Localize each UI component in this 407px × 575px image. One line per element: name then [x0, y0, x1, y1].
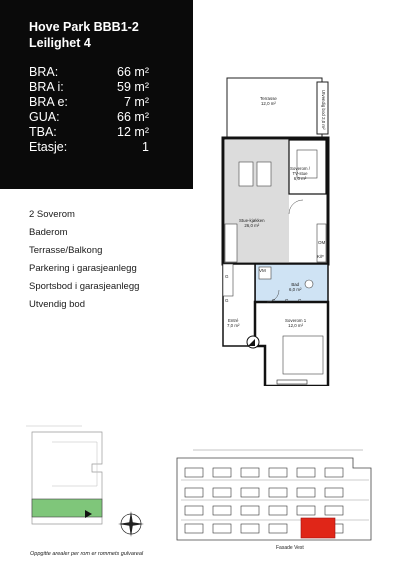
g-tag: G — [225, 274, 229, 279]
room-name: Soverom / — [290, 166, 311, 171]
facade-label: Fasade Vest — [276, 545, 304, 551]
g-tag: G — [272, 298, 276, 303]
site-highlight — [32, 499, 102, 517]
stat-label: Etasje: — [29, 140, 68, 154]
wardrobe — [223, 264, 233, 296]
floor-plan — [197, 74, 347, 386]
g-tag: G — [298, 298, 302, 303]
room-name: Entré — [227, 318, 239, 323]
room-area: 12,0 m² — [288, 323, 304, 328]
stat-label: BRA i: — [29, 80, 64, 94]
dining-table — [257, 162, 271, 186]
bedroom-bed — [283, 336, 323, 374]
kitchen-island — [239, 162, 253, 186]
vm-tag: VM — [259, 268, 266, 273]
area-footnote: Oppgitte arealer per rom er rommets gulvareal — [30, 551, 144, 557]
room-area: 26,0 m² — [244, 223, 260, 228]
terrace-outline — [227, 78, 322, 138]
terrace-label — [260, 96, 277, 106]
entrance-arrow-icon — [247, 336, 259, 348]
stat-bra-e — [29, 95, 149, 109]
room-area: 2,0 m² — [321, 117, 326, 130]
stat-value: 1 — [142, 140, 149, 154]
compass-rose-icon — [116, 509, 146, 539]
stat-tba — [29, 125, 149, 139]
entry-label — [227, 318, 239, 328]
g-tag: G — [285, 298, 289, 303]
project-title: Hove Park BBB1-2 — [29, 20, 139, 34]
room-area: 6,0 m² — [293, 176, 307, 181]
door-swing — [289, 200, 303, 214]
room-name: Stue-kjøkken — [239, 218, 265, 223]
room-area: 12,0 m² — [260, 101, 276, 106]
facade-drawing — [173, 440, 373, 545]
feature-item: Parkering i garasjeanlegg — [29, 263, 137, 274]
kf-tag: K/F — [317, 254, 325, 259]
feature-item: Terrasse/Balkong — [29, 245, 103, 256]
feature-item: Utvendig bod — [29, 299, 85, 310]
kitchen-counter — [225, 224, 237, 262]
feature-item: Sportsbod i garasjeanlegg — [29, 281, 140, 292]
stat-label: GUA: — [29, 110, 60, 124]
room-area: 7,0 m² — [227, 323, 240, 328]
unit-title: Leilighet 4 — [29, 36, 91, 50]
tv-room-label — [290, 166, 310, 181]
room-name: Utvendig bod — [321, 90, 326, 116]
outdoor-storage-label — [321, 90, 326, 130]
stat-etasje — [29, 140, 149, 154]
stat-value: 7 m² — [124, 95, 149, 109]
feature-item: Baderom — [29, 227, 68, 238]
site-map — [22, 424, 112, 534]
stat-label: TBA: — [29, 125, 57, 139]
g-tag: G — [225, 298, 229, 303]
toilet — [305, 280, 313, 288]
stat-value: 59 m² — [117, 80, 149, 94]
stat-gua — [29, 110, 149, 124]
stat-bra — [29, 65, 149, 79]
facade-highlight — [301, 518, 335, 538]
feature-list — [29, 206, 139, 314]
room-name: Terrasse — [260, 96, 277, 101]
stat-bra-i — [29, 80, 149, 94]
window — [277, 380, 307, 384]
stat-value: 66 m² — [117, 110, 149, 124]
room-name: Soverom 1 — [285, 318, 307, 323]
bedroom-1-label — [285, 318, 306, 328]
room-area: 6,0 m² — [289, 287, 302, 292]
room-name: Bad — [291, 282, 300, 287]
room-name-2: TV-stue — [292, 171, 308, 176]
stat-value: 12 m² — [117, 125, 149, 139]
stat-label: BRA: — [29, 65, 59, 79]
stat-label: BRA e: — [29, 95, 68, 109]
bathroom-label — [289, 282, 301, 292]
stat-value: 66 m² — [117, 65, 149, 79]
feature-item: 2 Soverom — [29, 209, 75, 220]
living-label — [239, 218, 265, 228]
header-block — [0, 0, 193, 189]
om-tag: OM — [318, 240, 326, 245]
